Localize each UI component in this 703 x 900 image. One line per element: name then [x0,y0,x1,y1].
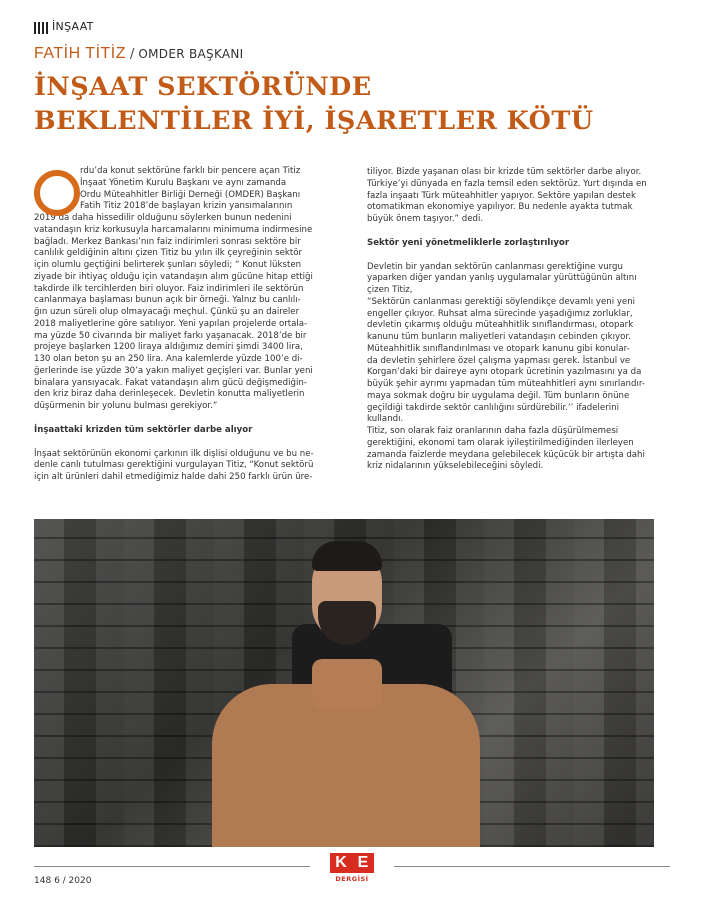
page-number [34,876,91,886]
footer-rule-left [34,866,310,867]
drop-cap-o [34,170,80,216]
section-label: İNŞAAT [52,20,94,33]
logo-letter-k: K [330,853,352,873]
collar-shape [312,659,382,709]
column-1-paragraph-2: İnşaat sektörünün ekonomi çarkının ilk dişlisi olduğunu ve bu ne- denle canlı tutulması gerektiğini vurgulayan Titiz, “Konut sektörü için alt ürünleri dahil etmediğimiz halde dahi 250 farklı ürün üre- [34,448,314,482]
portrait-photo [34,519,654,847]
footer-rule-right [394,866,670,867]
author-role: OMDER BAŞKANI [138,47,244,61]
column-2-paragraph-2: Devletin bir yandan sektörün canlanması gerektiğine vurgu yaparken diğer yandan yanlış uygulamalar yürüttüğünün altını çizen Titiz, “Sektörün canlanması gerektiği söylendikçe devamlı yeni yeni engeller çıkıyor. Ruhsat alma sürecinde yaşadığımız zorluklar, devletin çıkarmış olduğu müteahhitlik sınıflandırması, otopark kanunu tüm bunların maliyetleri vatandaşın cebinden çıkıyor. Müteahhitlik sınıflandırılması ve otopark kanunu gibi konular- da devletin şehirlere özel çalışma yapması gerek. İstanbul ve Korgan’daki bir daireye aynı otopark ücretinin yazılmasını ya da büyük şehir ayrımı yapmadan tüm müteahhitleri aynı sınırlandır- maya sokmak doğru bir uygulama değil. Tüm bunların önüne geçildiği takdirde sektör canlılığını sürdürebilir.’’ ifadelerini kullandı. Titiz, son olarak faiz oranlarının daha fazla düşürülmemesi gerektiğini, ekonomi tam olarak iyileştirilmediğinden ilerleyen zamanda faizlerde meydana gelebilecek küçücük bir artışta dahi kriz nidalarının yükselebileceğini söyledi. [367,261,645,472]
magazine-logo [316,853,386,883]
logo-letter-e: E [352,853,374,873]
headline-line-1: İNŞAAT SEKTÖRÜNDE [34,72,372,102]
issue-date: 6 / 2020 [54,876,92,886]
intro-paragraph-start: rdu’da konut sektörüne farklı bir pencere açan Titiz İnşaat Yönetim Kurulu Başkanı ve aynı zamanda Ordu Müteahhitler Birliği Derneği (OMDER) Başkanı Fatih Titiz 2018’de başlayan krizin yansımalarının [80,166,301,212]
section-stripes [34,22,48,34]
logo-subtitle: DERGİSİ [335,875,369,883]
article-headline [34,70,594,138]
page-number-value: 148 [34,876,52,886]
headline-line-2: BEKLENTİLER İYİ, İŞARETLER KÖTÜ [34,106,594,136]
intro-paragraph-rest: 2019’da daha hissedilir olduğunu söylerken bunun nedenini vatandaşın kriz korkusuyla harcamalarını minimuma indirmesine bağladı. Merkez Bankası’nın faiz indirimleri sonrası sektöre bir canlılık geldiğinin altını çizen Titiz bu yılın ilk çeyreğinin sektör için olumlu geçtiğini belirterek şunları söyledi; “ Konut lüksten ziyade bir ihtiyaç olduğu için vatandaşın alım gücüne hitap ettiği takdirde ilk tercihlerden biri oluyor. Faiz indirimleri ile sektörün canlanmaya başlaması bunun açık bir örneği. Yalnız bu canlılı- ğın uzun süreli olup olmayacağı meçhul. Çünkü şu an daireler 2018 maliyetlerine göre satılıyor. Yeni yapılan projelerde ortala- ma yüzde 50 civarında bir maliyet farkı yaşanacak. 2018’de bir projeye başlarken 1200 liraya aldığımız demiri şimdi 3400 lira, 130 olan beton şu an 250 lira. Ana kalemlerde yüzde 100’e di- ğerlerinde ise yüzde 30’a yakın maliyet geçişleri var. Bunlar yeni binalara yansıyacak. Fakat vatandaşın alım gücü değişmediğin- den kriz biraz daha derinleşecek. Devletin konutta maliyetlerin düşürmenin bir yolunu bulması gerekiyor.” [34,213,313,411]
author-name: FATİH TİTİZ [34,45,127,62]
byline-separator: / [130,47,135,62]
column-2-paragraph-1: tiliyor. Bizde yaşanan olası bir krizde tüm sektörler darbe alıyor. Türkiye’yi dünyada en fazla temsil eden sektörüz. Yurt dışında en fazla inşaatı Türk müteahhitler yapıyor. Sektöre yapılan destek otomatikman ekonomiye yapılıyor. Bu nedenle ayakta tutmak büyük önem taşıyor.” dedi. [367,167,647,224]
column-2 [367,167,672,473]
column-1 [34,166,354,484]
byline [34,43,244,63]
hair-shape [312,541,382,571]
subhead-2: Sektör yeni yönetmeliklerle zorlaştırılıyor [367,237,570,248]
subhead-1: İnşaattaki krizden tüm sektörler darbe alıyor [34,424,253,435]
